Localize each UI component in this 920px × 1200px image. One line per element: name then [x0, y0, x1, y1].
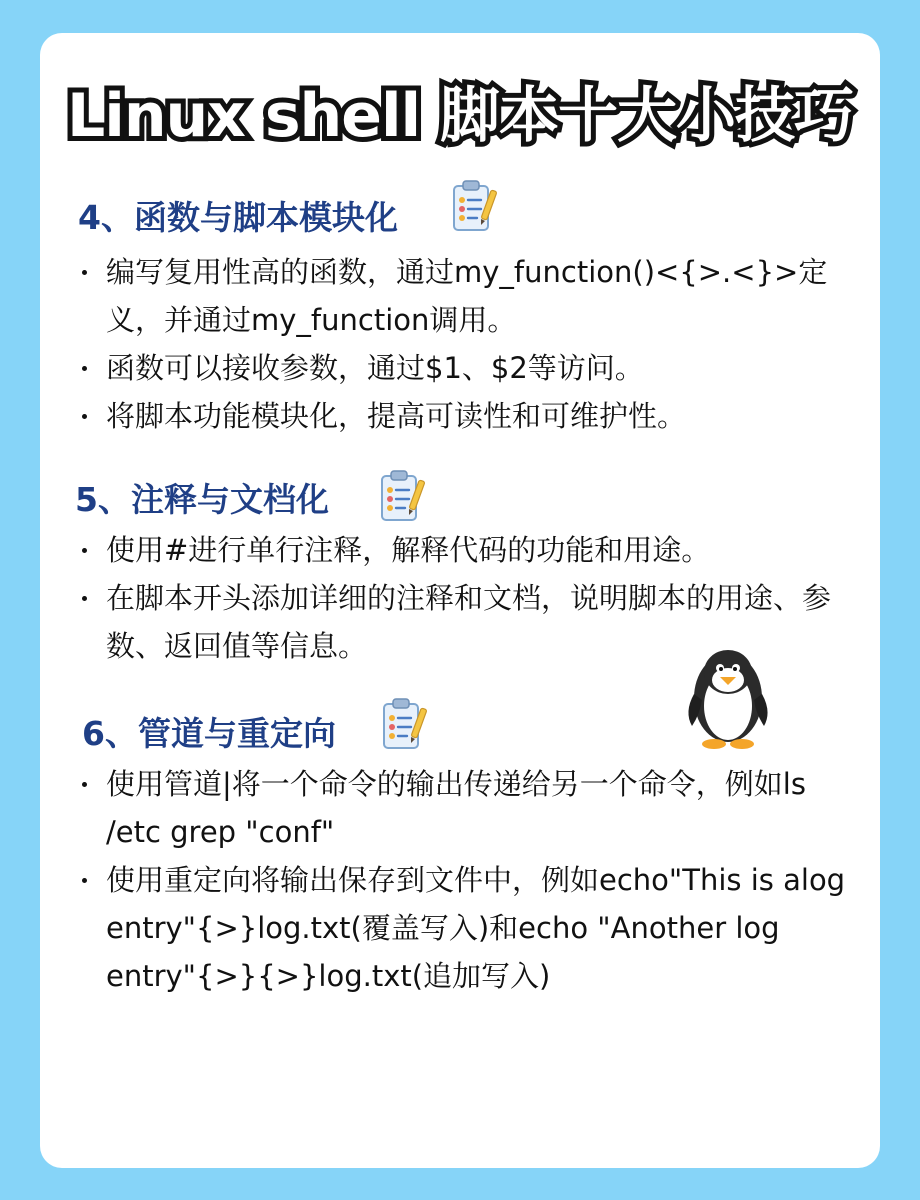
list-item: 编写复用性高的函数，通过my_function()<{>.<}>定义，并通过my_function调用。 — [80, 248, 850, 344]
section-heading-functions: 4、函数与脚本模块化 — [78, 198, 398, 237]
clipboard-checklist-icon — [376, 468, 428, 526]
page-title: Linux shell 脚本十大小技巧 — [67, 81, 853, 151]
penguin-icon — [680, 636, 776, 750]
list-item: 使用管道|将一个命令的输出传递给另一个命令，例如ls /etc grep "conf" — [80, 760, 850, 856]
clipboard-checklist-icon — [378, 696, 430, 754]
section-list-pipes — [80, 760, 850, 1000]
list-item: 函数可以接收参数，通过$1、$2等访问。 — [80, 344, 850, 392]
section-heading-comments: 5、注释与文档化 — [75, 480, 329, 519]
list-item: 使用重定向将输出保存到文件中，例如echo"This is alog entry"{>}log.txt(覆盖写入)和echo "Another log entry"{>}{>}log.txt(追加写入) — [80, 856, 850, 1000]
section-heading-pipes: 6、管道与重定向 — [82, 714, 336, 753]
list-item: 使用#进行单行注释，解释代码的功能和用途。 — [80, 526, 850, 574]
list-item: 在脚本开头添加详细的注释和文档，说明脚本的用途、参数、返回值等信息。 — [80, 574, 850, 670]
section-list-functions — [80, 248, 850, 440]
list-item: 将脚本功能模块化，提高可读性和可维护性。 — [80, 392, 850, 440]
clipboard-checklist-icon — [448, 178, 500, 236]
